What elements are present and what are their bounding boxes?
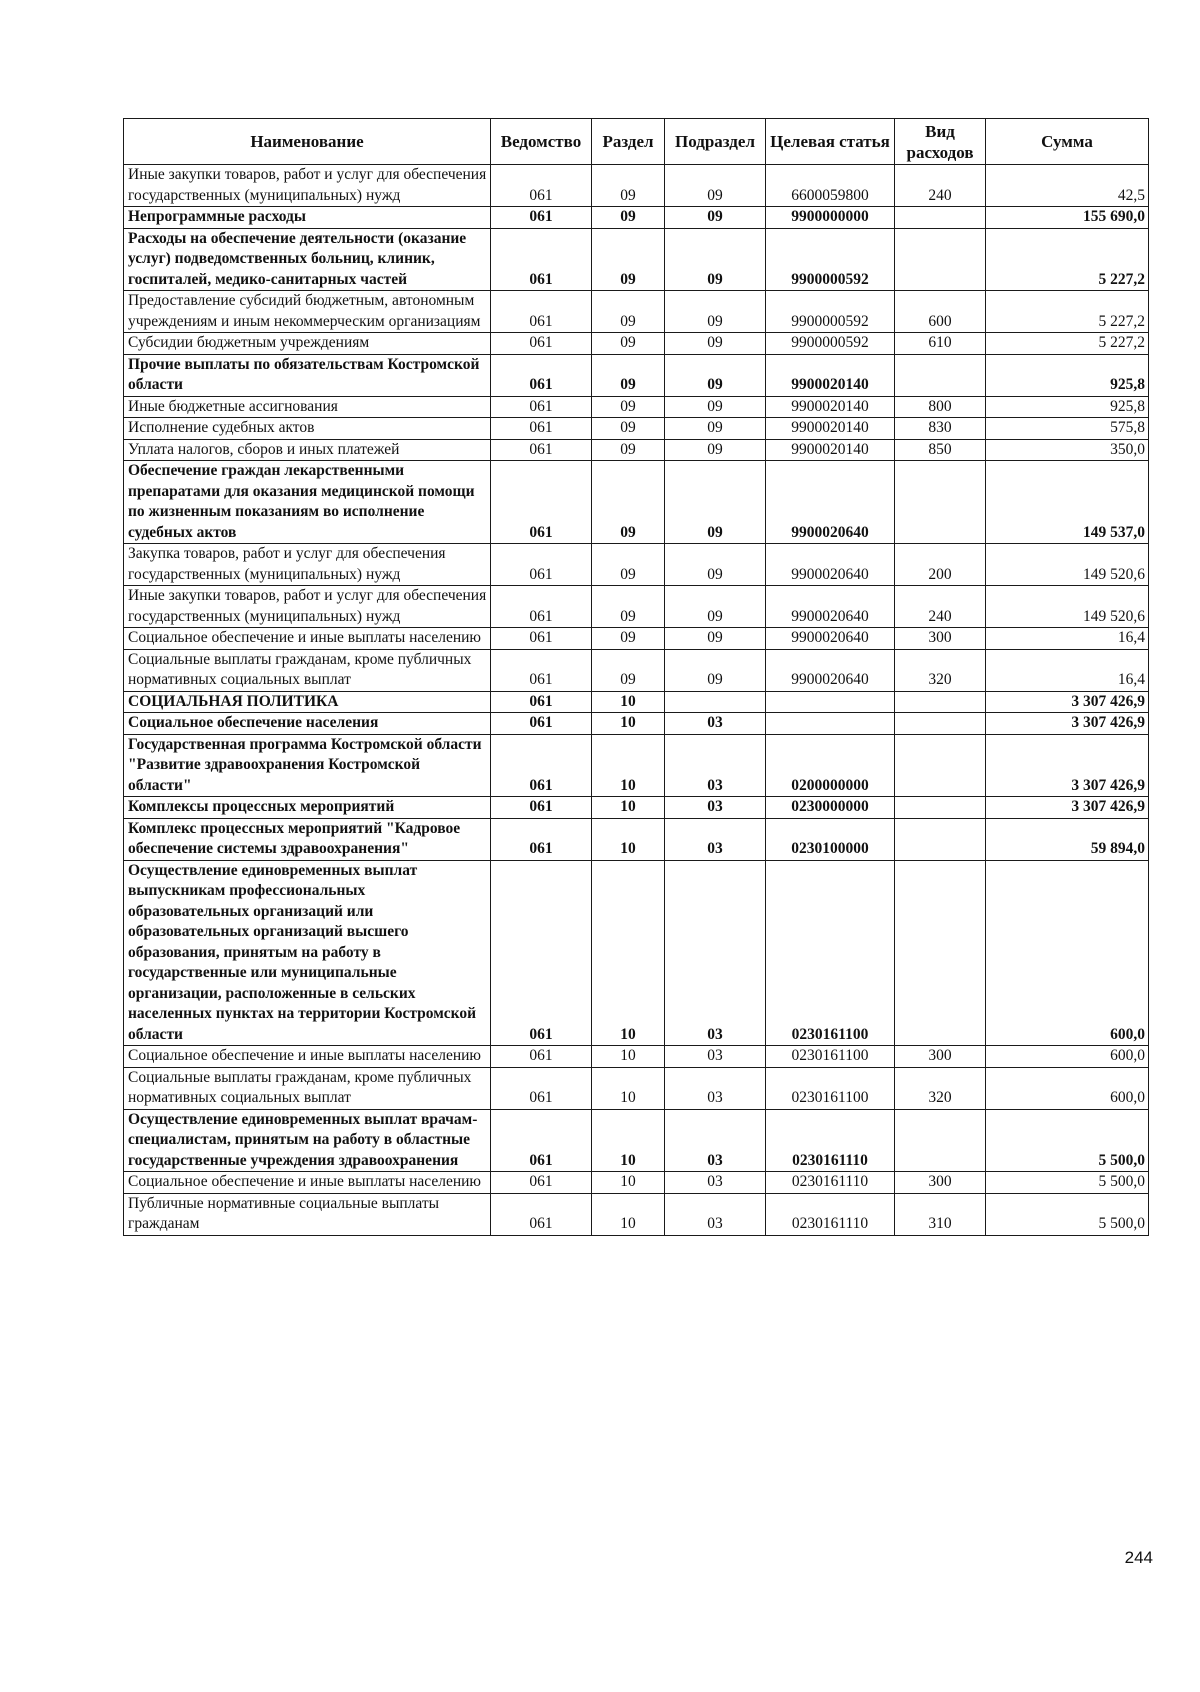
cell-sum: 5 227,2 (986, 228, 1149, 291)
cell-type (895, 354, 986, 396)
cell-subsection: 09 (665, 461, 766, 544)
cell-target: 9900000592 (766, 228, 895, 291)
cell-subsection: 09 (665, 628, 766, 650)
cell-dept: 061 (491, 1109, 592, 1172)
header-section: Раздел (592, 119, 665, 165)
cell-target: 9900000592 (766, 333, 895, 355)
cell-type (895, 860, 986, 1046)
table-row (124, 860, 1149, 1046)
cell-section: 10 (592, 734, 665, 797)
cell-type: 240 (895, 165, 986, 207)
table-row (124, 207, 1149, 229)
cell-dept: 061 (491, 818, 592, 860)
table-row (124, 691, 1149, 713)
cell-dept: 061 (491, 713, 592, 735)
cell-target (766, 691, 895, 713)
cell-section: 09 (592, 544, 665, 586)
cell-sum: 5 500,0 (986, 1193, 1149, 1235)
cell-type: 850 (895, 439, 986, 461)
cell-section: 10 (592, 1172, 665, 1194)
cell-sum: 600,0 (986, 1067, 1149, 1109)
cell-subsection: 09 (665, 439, 766, 461)
cell-name: Расходы на обеспечение деятельности (оказание услуг) подведомственных больниц, клиник, госпиталей, медико-санитарных частей (124, 228, 491, 291)
cell-target: 9900020640 (766, 544, 895, 586)
cell-section: 10 (592, 818, 665, 860)
cell-subsection: 09 (665, 165, 766, 207)
cell-name: Закупка товаров, работ и услуг для обеспечения государственных (муниципальных) нужд (124, 544, 491, 586)
cell-sum: 5 500,0 (986, 1109, 1149, 1172)
cell-name: Осуществление единовременных выплат врачам-специалистам, принятым на работу в областные государственные учреждения здравоохранения (124, 1109, 491, 1172)
cell-type: 610 (895, 333, 986, 355)
cell-name: Иные закупки товаров, работ и услуг для обеспечения государственных (муниципальных) нужд (124, 165, 491, 207)
cell-name: СОЦИАЛЬНАЯ ПОЛИТИКА (124, 691, 491, 713)
cell-target: 9900020140 (766, 439, 895, 461)
cell-section: 09 (592, 354, 665, 396)
cell-subsection: 09 (665, 228, 766, 291)
cell-dept: 061 (491, 439, 592, 461)
cell-sum: 350,0 (986, 439, 1149, 461)
table-row (124, 1172, 1149, 1194)
cell-target: 9900020640 (766, 586, 895, 628)
header-target: Целевая статья (766, 119, 895, 165)
cell-target (766, 713, 895, 735)
cell-target: 9900020140 (766, 354, 895, 396)
table-row (124, 291, 1149, 333)
cell-type: 300 (895, 628, 986, 650)
cell-type (895, 734, 986, 797)
cell-sum: 5 227,2 (986, 333, 1149, 355)
table-row (124, 713, 1149, 735)
cell-subsection: 03 (665, 713, 766, 735)
cell-section: 09 (592, 628, 665, 650)
cell-sum: 155 690,0 (986, 207, 1149, 229)
cell-section: 10 (592, 691, 665, 713)
table-row (124, 165, 1149, 207)
cell-name: Социальные выплаты гражданам, кроме публичных нормативных социальных выплат (124, 1067, 491, 1109)
cell-subsection: 03 (665, 818, 766, 860)
cell-dept: 061 (491, 461, 592, 544)
cell-name: Комплексы процессных мероприятий (124, 797, 491, 819)
cell-subsection: 09 (665, 418, 766, 440)
cell-sum: 149 537,0 (986, 461, 1149, 544)
cell-section: 09 (592, 586, 665, 628)
header-subsection: Подраздел (665, 119, 766, 165)
cell-name: Публичные нормативные социальные выплаты гражданам (124, 1193, 491, 1235)
cell-name: Осуществление единовременных выплат выпускникам профессиональных образовательных организаций или образовательных организаций высшего образования, принятым на работу в государственные или муниципальные организации, расположенные в сельских населенных пунктах на территории Костромской области (124, 860, 491, 1046)
cell-target: 0230161100 (766, 1046, 895, 1068)
cell-name: Обеспечение граждан лекарственными препаратами для оказания медицинской помощи по жизненным показаниям во исполнение судебных актов (124, 461, 491, 544)
cell-type (895, 713, 986, 735)
cell-type (895, 691, 986, 713)
cell-dept: 061 (491, 628, 592, 650)
cell-subsection: 09 (665, 396, 766, 418)
cell-name: Социальное обеспечение и иные выплаты населению (124, 1046, 491, 1068)
table-row (124, 228, 1149, 291)
cell-sum: 575,8 (986, 418, 1149, 440)
cell-section: 09 (592, 228, 665, 291)
table-row (124, 544, 1149, 586)
cell-section: 09 (592, 333, 665, 355)
cell-target: 0200000000 (766, 734, 895, 797)
cell-subsection: 03 (665, 1193, 766, 1235)
cell-dept: 061 (491, 418, 592, 440)
cell-sum: 925,8 (986, 354, 1149, 396)
cell-sum: 600,0 (986, 860, 1149, 1046)
cell-target: 9900020140 (766, 418, 895, 440)
table-row (124, 396, 1149, 418)
cell-sum: 925,8 (986, 396, 1149, 418)
cell-name: Предоставление субсидий бюджетным, автономным учреждениям и иным некоммерческим организациям (124, 291, 491, 333)
cell-name: Социальное обеспечение и иные выплаты населению (124, 628, 491, 650)
cell-dept: 061 (491, 691, 592, 713)
cell-subsection: 03 (665, 860, 766, 1046)
cell-dept: 061 (491, 333, 592, 355)
table-row (124, 1046, 1149, 1068)
cell-dept: 061 (491, 860, 592, 1046)
cell-sum: 16,4 (986, 628, 1149, 650)
header-dept: Ведомство (491, 119, 592, 165)
cell-dept: 061 (491, 207, 592, 229)
cell-section: 09 (592, 439, 665, 461)
header-type: Вид расходов (895, 119, 986, 165)
cell-dept: 061 (491, 734, 592, 797)
cell-target: 9900020640 (766, 649, 895, 691)
cell-target: 6600059800 (766, 165, 895, 207)
cell-section: 10 (592, 1193, 665, 1235)
cell-subsection: 09 (665, 354, 766, 396)
cell-sum: 149 520,6 (986, 586, 1149, 628)
cell-target: 9900000000 (766, 207, 895, 229)
cell-section: 09 (592, 396, 665, 418)
cell-target: 0230161110 (766, 1172, 895, 1194)
cell-name: Иные закупки товаров, работ и услуг для обеспечения государственных (муниципальных) нужд (124, 586, 491, 628)
table-header (124, 119, 1149, 165)
cell-type: 300 (895, 1172, 986, 1194)
cell-section: 09 (592, 207, 665, 229)
table-row (124, 797, 1149, 819)
cell-section: 10 (592, 713, 665, 735)
cell-type (895, 1109, 986, 1172)
cell-sum: 16,4 (986, 649, 1149, 691)
cell-dept: 061 (491, 291, 592, 333)
cell-sum: 3 307 426,9 (986, 797, 1149, 819)
cell-name: Исполнение судебных актов (124, 418, 491, 440)
table-row (124, 1193, 1149, 1235)
table-row (124, 818, 1149, 860)
table-row (124, 628, 1149, 650)
table-row (124, 586, 1149, 628)
cell-type: 800 (895, 396, 986, 418)
cell-sum: 3 307 426,9 (986, 691, 1149, 713)
cell-dept: 061 (491, 1067, 592, 1109)
cell-target: 0230161100 (766, 1067, 895, 1109)
cell-subsection: 09 (665, 207, 766, 229)
table-row (124, 418, 1149, 440)
cell-dept: 061 (491, 1172, 592, 1194)
cell-subsection: 03 (665, 1109, 766, 1172)
cell-target: 0230100000 (766, 818, 895, 860)
cell-type (895, 461, 986, 544)
cell-subsection: 09 (665, 291, 766, 333)
cell-name: Уплата налогов, сборов и иных платежей (124, 439, 491, 461)
cell-type: 320 (895, 1067, 986, 1109)
table-row (124, 1067, 1149, 1109)
table-row (124, 333, 1149, 355)
cell-dept: 061 (491, 1046, 592, 1068)
cell-subsection: 03 (665, 1067, 766, 1109)
cell-dept: 061 (491, 797, 592, 819)
cell-subsection: 09 (665, 649, 766, 691)
cell-subsection: 09 (665, 586, 766, 628)
budget-table (123, 118, 1149, 1236)
table-row (124, 461, 1149, 544)
cell-sum: 600,0 (986, 1046, 1149, 1068)
cell-type (895, 797, 986, 819)
cell-type: 300 (895, 1046, 986, 1068)
header-sum: Сумма (986, 119, 1149, 165)
cell-target: 9900020640 (766, 628, 895, 650)
table-row (124, 1109, 1149, 1172)
cell-sum: 59 894,0 (986, 818, 1149, 860)
cell-target: 0230000000 (766, 797, 895, 819)
table-row (124, 439, 1149, 461)
cell-section: 09 (592, 461, 665, 544)
cell-type: 310 (895, 1193, 986, 1235)
cell-subsection: 03 (665, 734, 766, 797)
cell-dept: 061 (491, 354, 592, 396)
cell-sum: 5 227,2 (986, 291, 1149, 333)
cell-name: Комплекс процессных мероприятий "Кадровое обеспечение системы здравоохранения" (124, 818, 491, 860)
cell-sum: 3 307 426,9 (986, 713, 1149, 735)
cell-section: 10 (592, 797, 665, 819)
cell-section: 10 (592, 1046, 665, 1068)
header-name: Наименование (124, 119, 491, 165)
cell-type: 200 (895, 544, 986, 586)
cell-target: 0230161100 (766, 860, 895, 1046)
cell-subsection: 03 (665, 1046, 766, 1068)
cell-subsection: 03 (665, 797, 766, 819)
cell-type (895, 228, 986, 291)
cell-section: 10 (592, 860, 665, 1046)
cell-target: 0230161110 (766, 1109, 895, 1172)
cell-section: 10 (592, 1109, 665, 1172)
cell-dept: 061 (491, 649, 592, 691)
cell-sum: 42,5 (986, 165, 1149, 207)
cell-target: 9900000592 (766, 291, 895, 333)
cell-target: 0230161110 (766, 1193, 895, 1235)
cell-dept: 061 (491, 165, 592, 207)
table-row (124, 734, 1149, 797)
cell-target: 9900020640 (766, 461, 895, 544)
cell-name: Государственная программа Костромской области "Развитие здравоохранения Костромской области" (124, 734, 491, 797)
cell-name: Социальное обеспечение населения (124, 713, 491, 735)
cell-sum: 5 500,0 (986, 1172, 1149, 1194)
cell-name: Непрограммные расходы (124, 207, 491, 229)
cell-subsection: 03 (665, 1172, 766, 1194)
table-row (124, 649, 1149, 691)
cell-name: Прочие выплаты по обязательствам Костромской области (124, 354, 491, 396)
cell-subsection: 09 (665, 333, 766, 355)
cell-dept: 061 (491, 586, 592, 628)
cell-subsection (665, 691, 766, 713)
cell-dept: 061 (491, 1193, 592, 1235)
cell-subsection: 09 (665, 544, 766, 586)
cell-section: 10 (592, 1067, 665, 1109)
cell-name: Социальные выплаты гражданам, кроме публичных нормативных социальных выплат (124, 649, 491, 691)
cell-sum: 3 307 426,9 (986, 734, 1149, 797)
cell-type (895, 207, 986, 229)
cell-name: Субсидии бюджетным учреждениям (124, 333, 491, 355)
cell-type: 240 (895, 586, 986, 628)
cell-section: 09 (592, 418, 665, 440)
table-row (124, 354, 1149, 396)
cell-type: 320 (895, 649, 986, 691)
cell-type: 830 (895, 418, 986, 440)
cell-type: 600 (895, 291, 986, 333)
cell-section: 09 (592, 291, 665, 333)
cell-section: 09 (592, 649, 665, 691)
cell-sum: 149 520,6 (986, 544, 1149, 586)
cell-dept: 061 (491, 228, 592, 291)
cell-dept: 061 (491, 544, 592, 586)
cell-name: Иные бюджетные ассигнования (124, 396, 491, 418)
cell-section: 09 (592, 165, 665, 207)
cell-name: Социальное обеспечение и иные выплаты населению (124, 1172, 491, 1194)
cell-dept: 061 (491, 396, 592, 418)
table-body (124, 165, 1149, 1236)
cell-type (895, 818, 986, 860)
cell-target: 9900020140 (766, 396, 895, 418)
page-number: 244 (1124, 1548, 1153, 1567)
